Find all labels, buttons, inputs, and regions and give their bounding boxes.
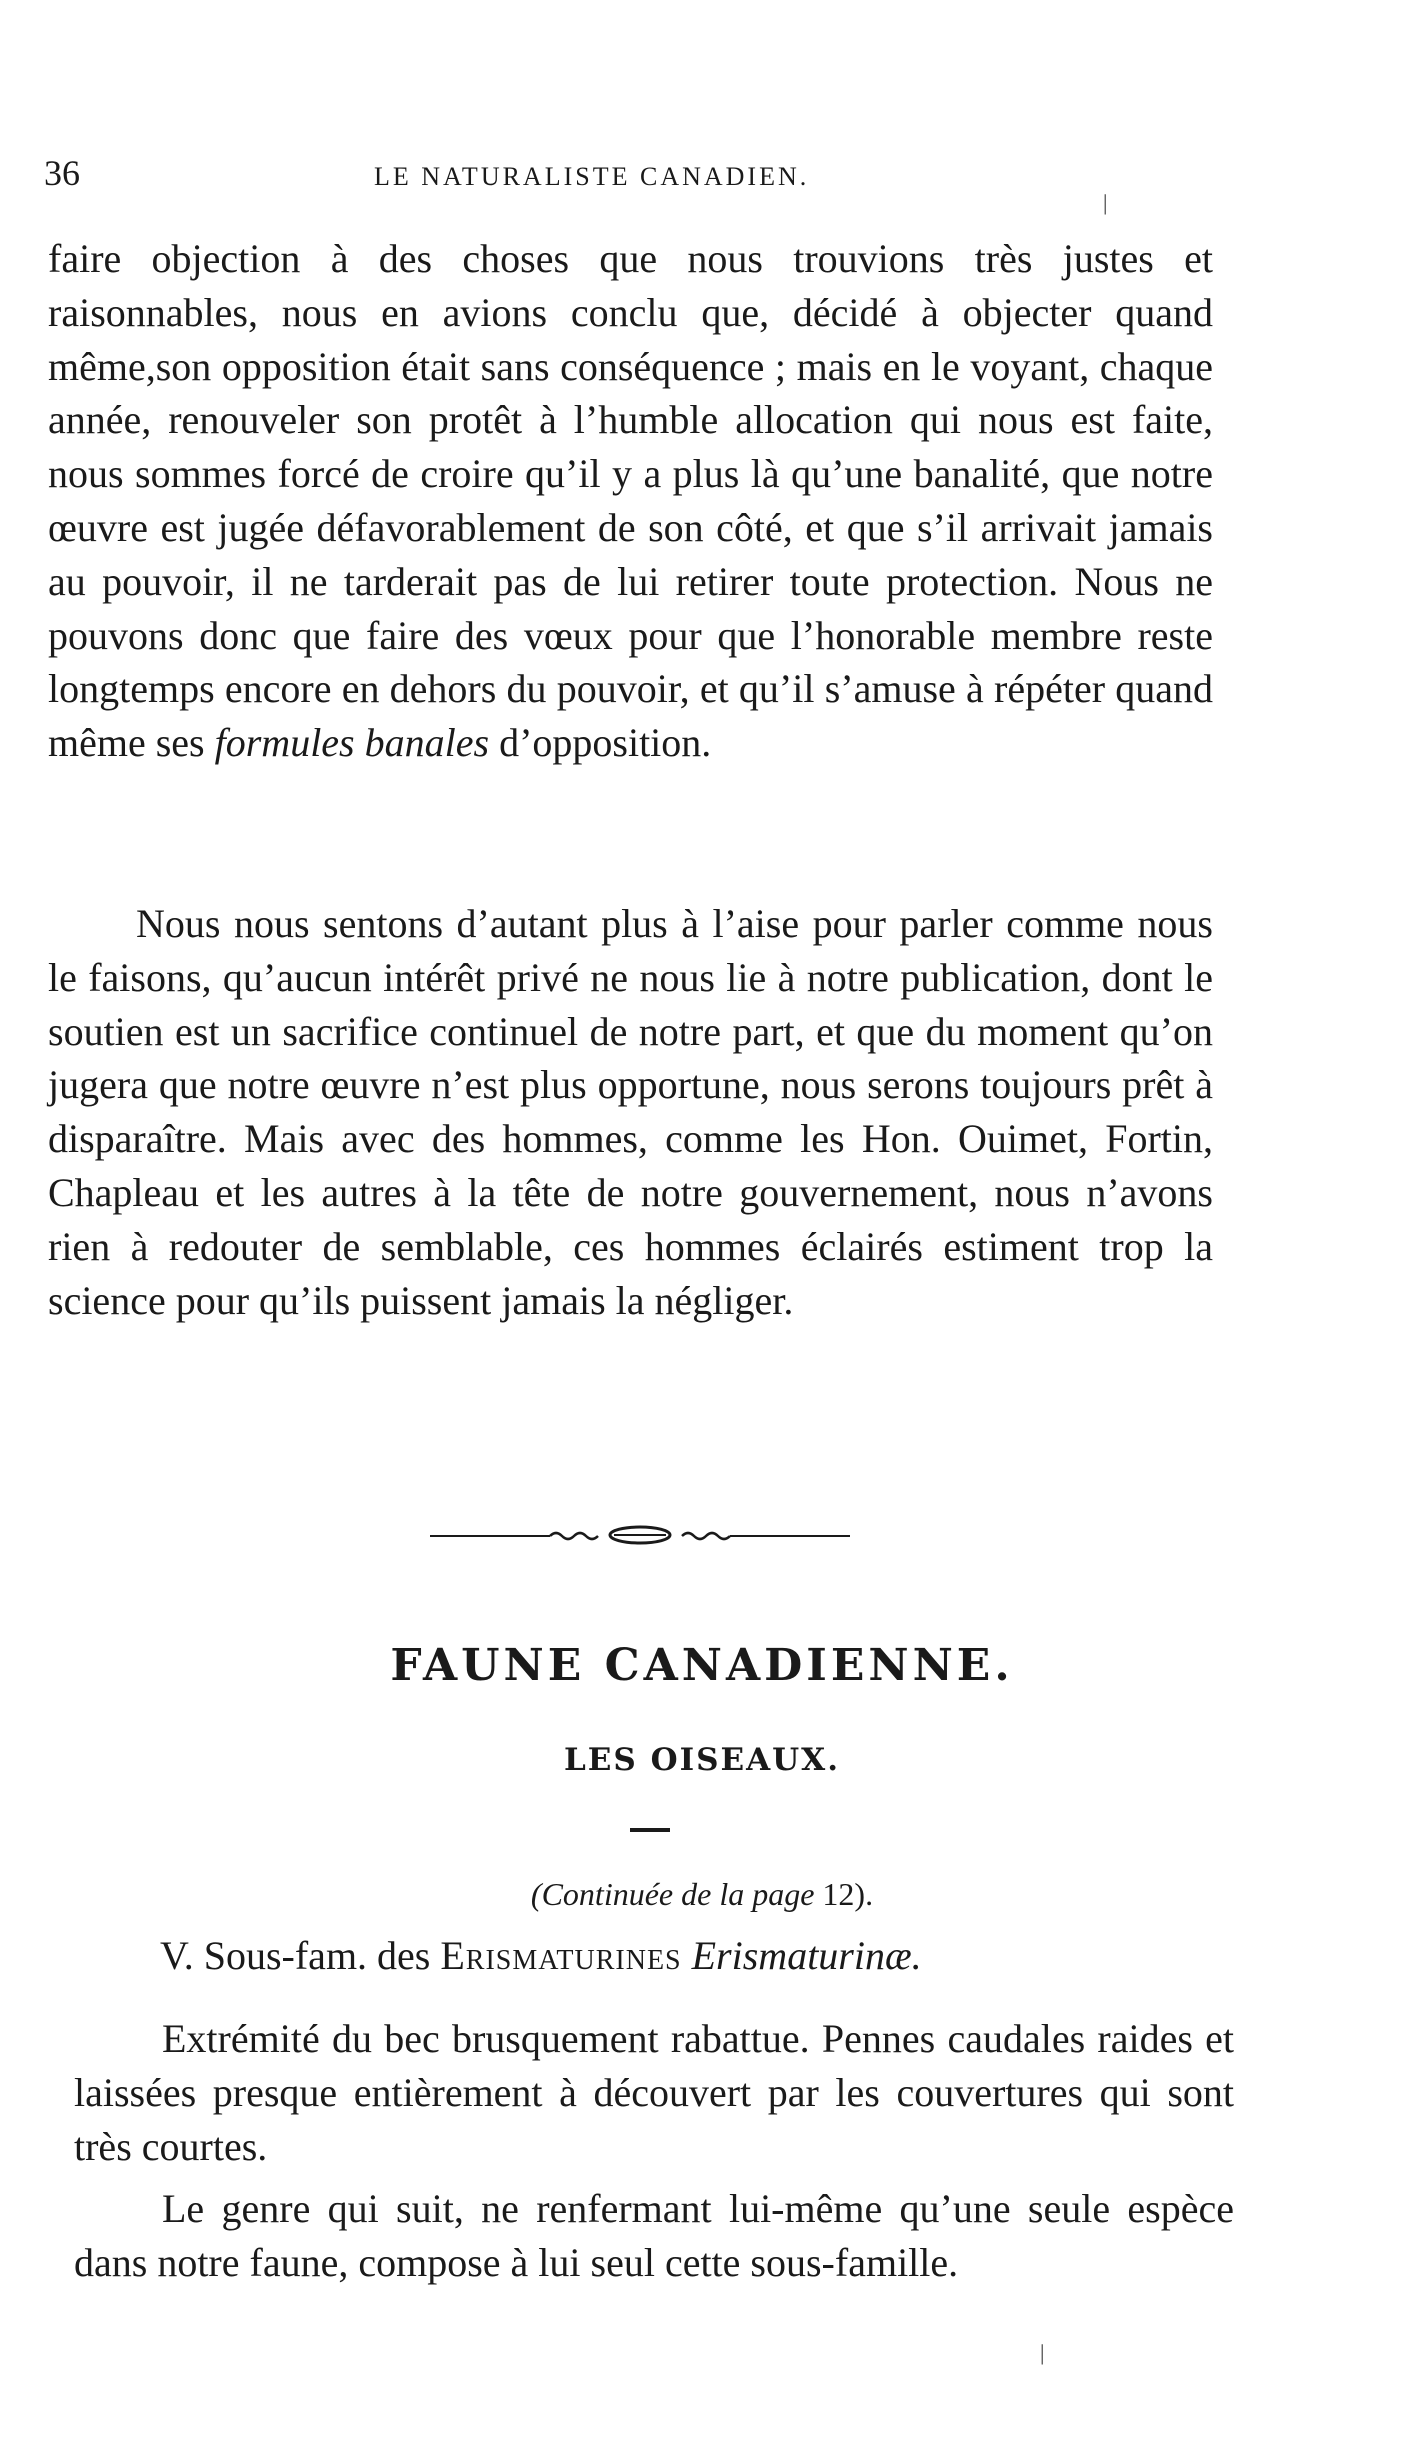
paragraph-1-emphasis: formules banales bbox=[214, 720, 490, 766]
paragraph-1 bbox=[48, 232, 1213, 770]
paragraph-1-text-a: faire objection à des choses que nous trouvions très justes et raisonnables, nous en avions conclu que, décidé à objecter quand même,son opposition était sans conséquence ; mais en le voyant, chaque année, renouveler son protêt à l’humble allocation qui nous est faite, nous sommes forcé de croire qu’il y a plus là qu’une banalité, que notre œuvre est jugée défavorablement de son côté, et que s’il arrivait jamais au pouvoir, il ne tarderait pas de lui retirer toute protection. Nous ne pouvons donc que faire des vœux pour que l’honorable membre reste longtemps encore en dehors du pouvoir, et qu’il s’amuse à répéter quand même ses bbox=[48, 236, 1213, 766]
subsection-title: LES OISEAUX. bbox=[563, 1742, 841, 1778]
continued-note bbox=[0, 1876, 1404, 1913]
paragraph-2: Nous nous sentons d’autant plus à l’aise pour parler comme nous le faisons, qu’aucun intérêt privé ne nous lie à notre publication, dont le soutien est un sacrifice continuel de notre part, et que du moment qu’on jugera que notre œuvre n’est plus opportune, nous serons toujours prêt à disparaître. Mais avec des hommes, comme les Hon. Ouimet, Fortin, Chapleau et les autres à la tête de notre gouvernement, nous n’avons rien à redouter de semblable, ces hommes éclairés estiment trop la science pour qu’ils puissent jamais la négliger. bbox=[48, 901, 1213, 1323]
stray-mark-bottom: | bbox=[1040, 2340, 1045, 2365]
running-title: LE NATURALISTE CANADIEN. bbox=[374, 162, 810, 191]
stray-mark-top: | bbox=[1103, 190, 1108, 215]
paragraph-1-text-b: d’opposition. bbox=[489, 720, 712, 766]
short-rule bbox=[630, 1828, 670, 1832]
section-title: FAUNE CANADIENNE. bbox=[390, 1640, 1014, 1691]
continued-label: (Continuée de la page bbox=[530, 1876, 815, 1912]
ornamental-divider bbox=[430, 1520, 850, 1550]
page-number: 36 bbox=[44, 153, 80, 193]
subfamily-prefix: V. Sous-fam. des bbox=[160, 1933, 441, 1978]
paragraph-4: Le genre qui suit, ne renfermant lui-même qu’une seule espèce dans notre faune, compose à lui seul cette sous-famille. bbox=[74, 2186, 1234, 2285]
paragraph-3: Extrémité du bec brusquement rabattue. Pennes caudales raides et laissées presque entièrement à découvert par les couvertures qui sont très courtes. bbox=[74, 2016, 1234, 2169]
continued-close: ). bbox=[854, 1876, 874, 1912]
continued-page: 12 bbox=[822, 1876, 855, 1912]
subfamily-name: Erismaturines bbox=[440, 1933, 682, 1978]
page-header bbox=[44, 152, 1214, 202]
subfamily-latin: Erismaturinæ. bbox=[691, 1933, 922, 1978]
subfamily-heading bbox=[160, 1932, 922, 1979]
